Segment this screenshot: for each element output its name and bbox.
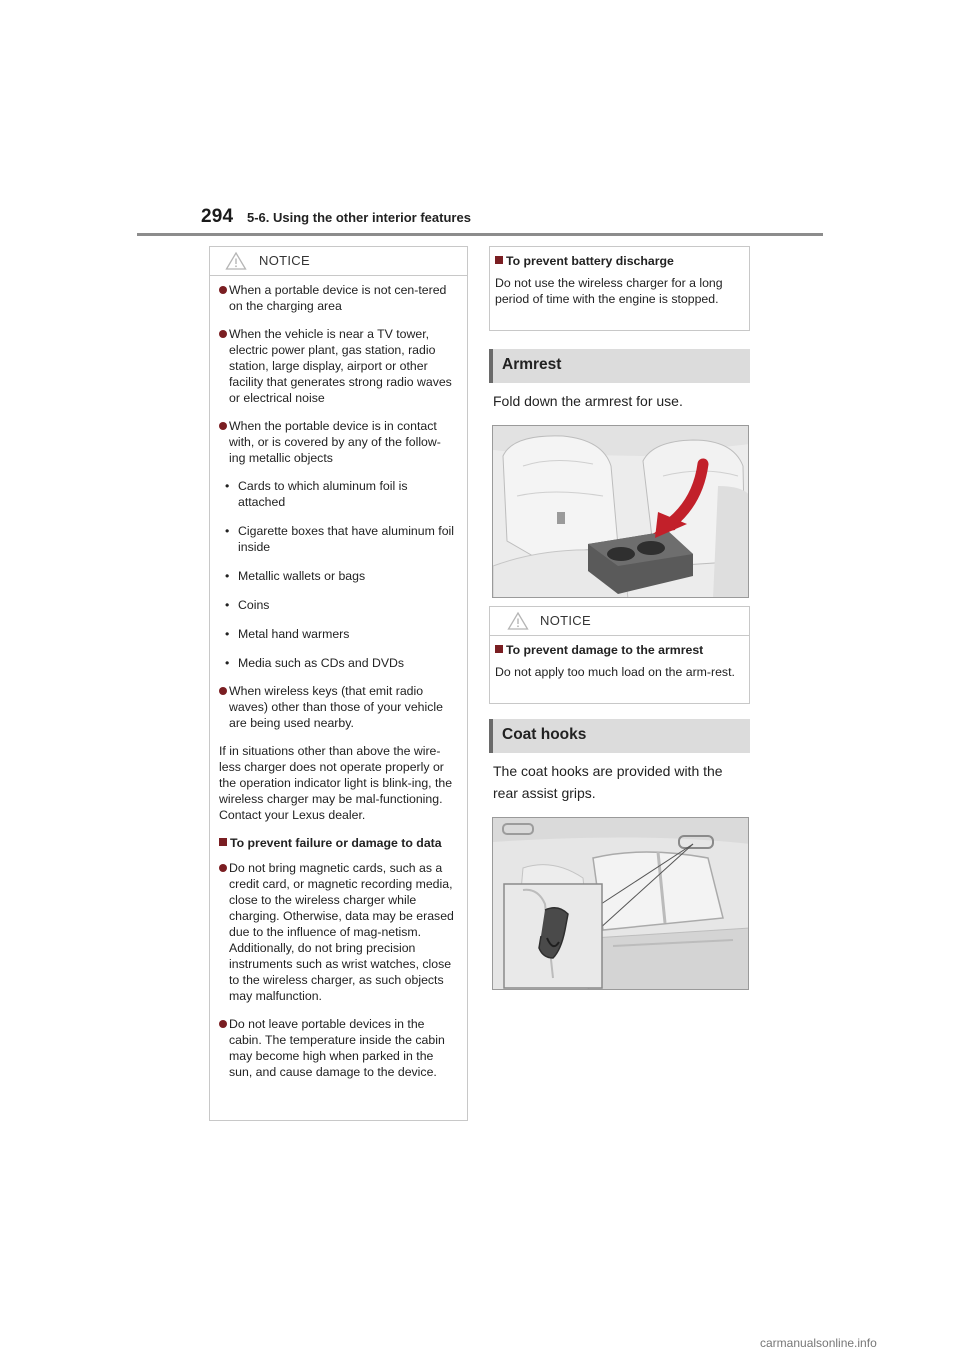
warning-icon xyxy=(507,611,529,631)
armrest-notice-text: Do not apply too much load on the arm-rest. xyxy=(495,665,735,679)
battery-text: Do not use the wireless charger for a long period of time with the engine is stopped. xyxy=(495,276,723,306)
notice-paragraph: If in situations other than above the wire-less charger does not operate properly or the operation indicator light is blink-ing, the wireless charger may be mal-functioning. Contact your Lexus dealer. xyxy=(219,744,453,822)
list-item: When wireless keys (that emit radio waves) other than those of your vehicle are being used nearby. xyxy=(219,683,457,731)
bullet-dot-icon xyxy=(219,286,227,294)
battery-notice-box xyxy=(489,246,750,331)
coat-hooks-drawing xyxy=(493,818,749,990)
bullet-dot-icon xyxy=(219,1020,227,1028)
sub-list-item: • Cards to which aluminum foil is attached xyxy=(225,479,408,509)
page-number: 294 xyxy=(201,206,234,227)
header-rule xyxy=(137,233,823,236)
list-item: When a portable device is not cen-tered on the charging area xyxy=(219,282,457,314)
notice-label: NOTICE xyxy=(540,613,591,628)
bullet-dot-icon xyxy=(219,330,227,338)
section-heading-coat-hooks xyxy=(489,719,750,753)
subheading-armrest-damage: To prevent damage to the armrest xyxy=(495,642,743,658)
bullet-dot-icon xyxy=(219,864,227,872)
list-item-continued: Additionally, do not bring precision instruments such as wrist watches, close to the wireless charger, as such objects may malfunction. xyxy=(229,941,452,1003)
notice-box-right xyxy=(489,606,750,704)
sub-list-item: • Media such as CDs and DVDs xyxy=(225,656,405,670)
bullet-square-icon xyxy=(495,256,503,264)
list-item: Do not bring magnetic cards, such as a credit card, or magnetic recording media, close to the wireless charger while charging. Otherwise, data may be erased due to the influence of mag-netism. xyxy=(219,860,457,940)
warning-icon xyxy=(225,251,247,271)
armrest-title: Armrest xyxy=(502,356,562,373)
subheading-data: To prevent failure or damage to data xyxy=(219,835,457,851)
subheading-battery: To prevent battery discharge xyxy=(495,253,743,269)
coat-hooks-text-line1: The coat hooks are provided with the xyxy=(493,763,723,779)
armrest-illustration xyxy=(492,425,749,598)
bullet-square-icon xyxy=(495,645,503,653)
coat-hooks-illustration xyxy=(492,817,749,990)
bullet-dot-icon xyxy=(219,687,227,695)
sub-list-item: • Cigarette boxes that have aluminum foil inside xyxy=(225,524,454,554)
notice-label: NOTICE xyxy=(259,253,310,268)
notice-box-left xyxy=(209,246,468,1121)
notice-body xyxy=(210,276,467,1080)
list-item: Do not leave portable devices in the cabin. The temperature inside the cabin may become high when parked in the sun, and cause damage to the device. xyxy=(219,1016,457,1080)
section-heading-armrest xyxy=(489,349,750,383)
coat-hooks-text-line2: rear assist grips. xyxy=(493,785,596,801)
bullet-dot-icon xyxy=(219,422,227,430)
footer-watermark: carmanualsonline.info xyxy=(760,1336,877,1350)
coat-hooks-title: Coat hooks xyxy=(502,726,587,743)
notice-header xyxy=(210,247,467,276)
list-item: When the vehicle is near a TV tower, electric power plant, gas station, radio station, large display, airport or other facility that generates strong radio waves or electrical noise xyxy=(219,326,457,406)
bullet-square-icon xyxy=(219,838,227,846)
list-item: When the portable device is in contact with, or is covered by any of the follow-ing metallic objects xyxy=(219,418,457,466)
sub-list-item: • Coins xyxy=(225,598,270,612)
section-title: 5-6. Using the other interior features xyxy=(247,210,471,225)
sub-list-item: • Metal hand warmers xyxy=(225,627,350,641)
notice-header xyxy=(490,607,749,636)
armrest-drawing xyxy=(493,426,749,598)
sub-list-item: • Metallic wallets or bags xyxy=(225,569,366,583)
armrest-text: Fold down the armrest for use. xyxy=(493,393,683,409)
